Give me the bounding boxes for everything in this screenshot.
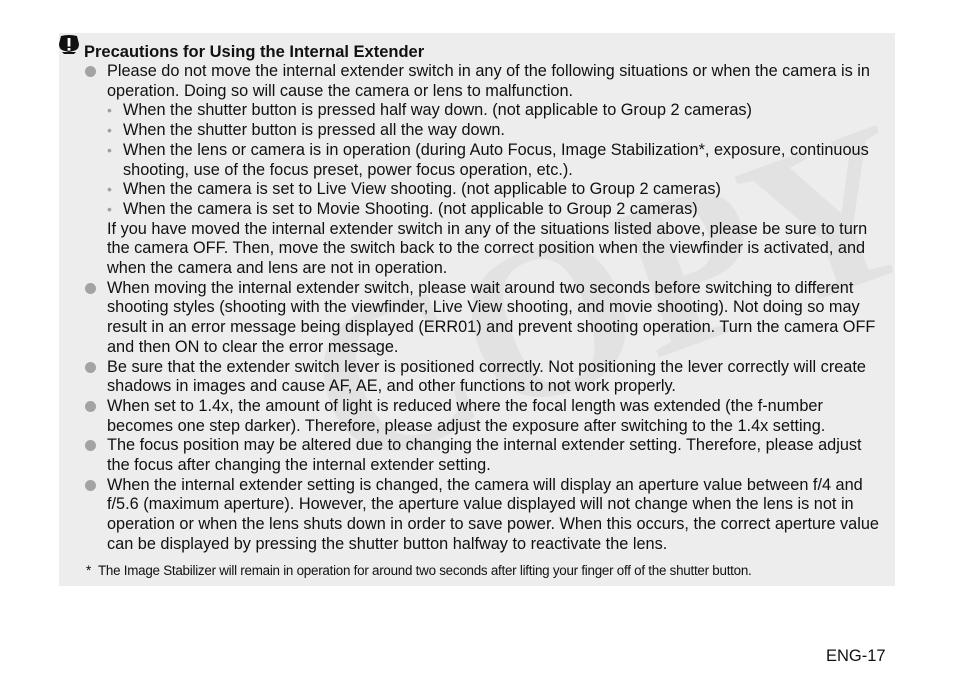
sub-item-text: When the shutter button is pressed half way down. (not applicable to Group 2 cameras): [123, 101, 752, 120]
bullet-text: Be sure that the extender switch lever is positioned correctly. Not positioning the lever correctly will create shadows in images and cause AF, AE, and other functions to not work properly.: [107, 357, 866, 396]
sub-item-text: When the camera is set to Movie Shooting. (not applicable to Group 2 cameras): [123, 199, 698, 218]
bullet-dot: [85, 66, 96, 77]
sub-list-item: [84, 180, 884, 200]
sub-list-item: [84, 200, 884, 220]
footnote-marker: *: [86, 563, 91, 578]
footnote: [86, 562, 752, 579]
footnote-text: The Image Stabilizer will remain in operation for around two seconds after lifting your finger off of the shutter button.: [97, 563, 752, 578]
list-item: [84, 62, 884, 101]
sub-item-text: When the camera is set to Live View shooting. (not applicable to Group 2 cameras): [123, 180, 721, 199]
sub-bullet-dot: •: [107, 122, 112, 139]
bullet-text: The focus position may be altered due to changing the internal extender setting. Therefore, please adjust the focus after changing the internal extender setting.: [107, 436, 862, 475]
list-item: [84, 397, 884, 436]
list-item: [84, 358, 884, 397]
precautions-body: [84, 62, 884, 555]
bullet-dot: [85, 283, 96, 294]
sub-bullet-dot: •: [107, 181, 112, 198]
sub-list-item: [84, 121, 884, 141]
bullet-dot: [85, 401, 96, 412]
sub-item-text: When the shutter button is pressed all the way down.: [123, 121, 505, 140]
page-number: ENG-17: [826, 647, 886, 665]
sub-bullet-dot: •: [107, 200, 112, 217]
section-heading: Precautions for Using the Internal Extender: [84, 43, 425, 61]
sub-list-item: [84, 101, 884, 121]
sub-list-item: [84, 141, 884, 180]
caution-icon: [58, 35, 80, 54]
bullet-text: When moving the internal extender switch, please wait around two seconds before switching to different shooting styles (shooting with the viewfinder, Live View shooting, and movie shooting). Not doing so may result in an error message being displayed (ERR01) and prevent shooting operation. Turn the camera OFF and then ON to clear the error message.: [107, 278, 876, 356]
bullet-text: Please do not move the internal extender switch in any of the following situations or when the camera is in operation. Doing so will cause the camera or lens to malfunction.: [107, 62, 870, 100]
bullet-dot: [85, 480, 96, 491]
sub-item-text: When the lens or camera is in operation (during Auto Focus, Image Stabilization*, exposure, continuous shooting, use of the focus preset, power focus operation, etc.).: [123, 140, 869, 179]
continuation-text: If you have moved the internal extender switch in any of the situations listed above, please be sure to turn the camera OFF. Then, move the switch back to the correct position when the viewfinder is activated, and when the camera and lens are not in operation.: [107, 219, 868, 278]
list-item: [84, 436, 884, 475]
bullet-dot: [85, 362, 96, 373]
list-item: [84, 476, 884, 555]
bullet-text: When the internal extender setting is changed, the camera will display an aperture value between f/4 and f/5.6 (maximum aperture). However, the aperture value displayed will not change when the lens is not in operation or when the lens shuts down in order to save power. When this occurs, the correct aperture value can be displayed by pressing the shutter button halfway to reactivate the lens.: [107, 475, 879, 553]
sub-bullet-dot: •: [107, 102, 112, 119]
bullet-text: When set to 1.4x, the amount of light is reduced where the focal length was extended (the f-number becomes one step darker). Therefore, please adjust the exposure after switching to the 1.4x setting.: [107, 396, 826, 435]
sub-bullet-dot: •: [107, 141, 112, 158]
bullet-dot: [85, 440, 96, 451]
list-item: [84, 279, 884, 358]
